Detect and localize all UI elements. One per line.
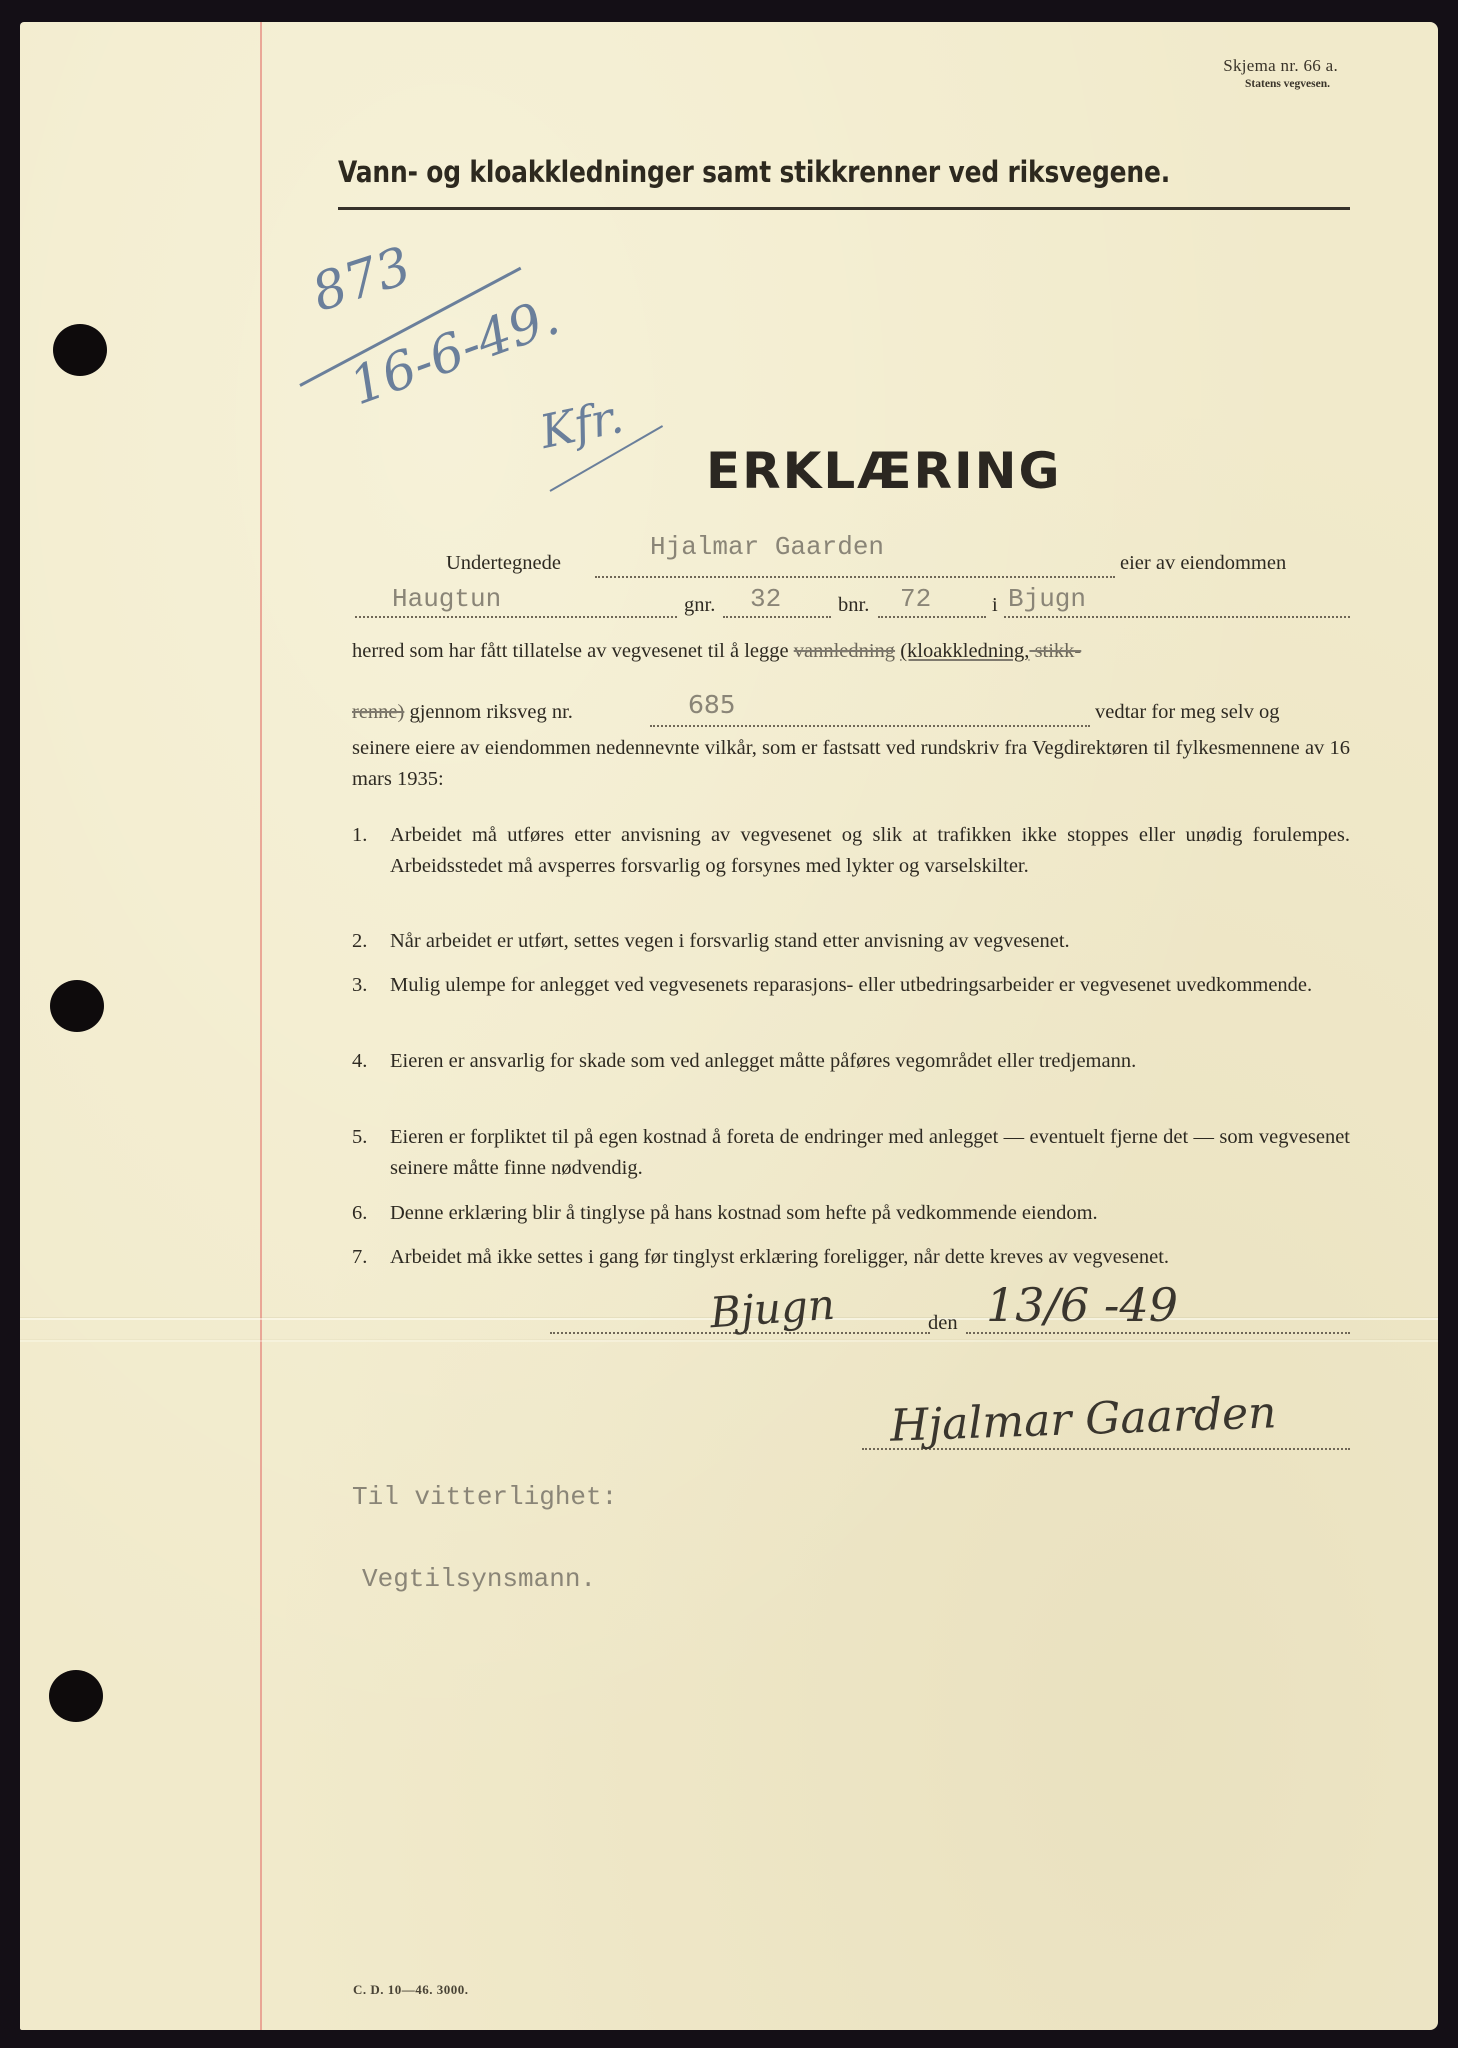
road-inspector-title: Vegtilsynsmann. [362, 1564, 597, 1594]
struck-option-culvert: stikk- [1029, 640, 1082, 662]
form-title: Vann- og kloakkledninger samt stikkrenner ved riksvegene. [338, 155, 1171, 189]
permission-text: herred som har fått tillatelse av vegvesenet til å legge [352, 640, 794, 662]
punch-hole [53, 324, 107, 376]
paper-fold-crease [20, 1340, 1438, 1342]
handwritten-registry-date: 16-6-49. [342, 286, 567, 418]
bnr-line [878, 616, 986, 618]
road-number-field: 685 [688, 690, 736, 719]
road-line [352, 701, 573, 724]
print-code: C. D. 10—46. 3000. [353, 1982, 469, 1997]
name-field-line [595, 576, 1115, 578]
punch-hole [49, 1670, 103, 1722]
condition-number: 6. [352, 1202, 368, 1224]
label-road-number: gjennom riksveg nr. [409, 701, 573, 723]
label-date: den [928, 1312, 958, 1334]
document-heading: ERKLÆRING [706, 442, 1062, 500]
selected-option-sewer-pipe: (kloakkledning, [900, 640, 1030, 662]
title-underline [338, 207, 1350, 210]
label-gnr: gnr. [684, 594, 716, 616]
struck-option-culvert-end: renne) [352, 701, 405, 723]
condition-number: 7. [352, 1246, 368, 1268]
gnr-line [723, 616, 831, 618]
condition-item [352, 1198, 1350, 1229]
condition-number: 5. [352, 1126, 368, 1148]
municipality-field: Bjugn [1008, 584, 1087, 614]
handwritten-initials: Kfr. [535, 388, 628, 460]
witness-label: Til vitterlighet: [352, 1482, 618, 1512]
condition-text: Arbeidet må utføres etter anvisning av vegvesenet og slik at trafikken ikke stoppes eller unødig forulempes. Arbeidsstedet må avsperres forsvarlig og forsynes med lykter og varselskilter. [390, 824, 1350, 877]
form-number: Skjema nr. 66 a. [1223, 56, 1338, 75]
handwritten-place: Bjugn [708, 1279, 837, 1338]
road-number-line [650, 725, 1090, 727]
property-name-line [355, 616, 677, 618]
label-bnr: bnr. [838, 594, 870, 616]
label-agrees: vedtar for meg selv og [1095, 701, 1280, 723]
red-margin-line [260, 22, 262, 2030]
struck-option-water-pipe: vannledning [793, 640, 896, 662]
condition-number: 3. [352, 974, 368, 996]
condition-text: Arbeidet må ikke settes i gang før tinglyst erklæring foreligger, når dette kreves av vegvesenet. [390, 1246, 1170, 1268]
condition-number: 4. [352, 1050, 368, 1072]
condition-item [352, 926, 1350, 957]
condition-item [352, 1046, 1350, 1077]
condition-text: Eieren er forpliktet til på egen kostnad å foreta de endringer med anlegget — eventuelt fjerne det — som vegvesenet seinere måtte finne nødvendig. [390, 1126, 1350, 1179]
bnr-field: 72 [900, 584, 932, 614]
owner-signature: Hjalmar Gaarden [889, 1387, 1278, 1452]
condition-text: Når arbeidet er utført, settes vegen i forsvarlig stand etter anvisning av vegvesenet. [390, 930, 1070, 952]
condition-text: Mulig ulempe for anlegget ved vegvesenets reparasjons- eller utbedringsarbeider er vegvesenet uvedkommende. [390, 974, 1313, 996]
date-line [966, 1332, 1350, 1334]
declaration-intro: seinere eiere av eiendommen nedennevnte vilkår, som er fastsatt ved rundskriv fra Vegdirektøren til fylkesmennene av 16 mars 1935: [352, 737, 1350, 790]
condition-text: Eieren er ansvarlig for skade som ved anlegget måtte påføres vegområdet eller tredjemann. [390, 1050, 1137, 1072]
condition-item [352, 970, 1350, 1001]
condition-item [352, 1242, 1350, 1273]
condition-number: 2. [352, 930, 368, 952]
punch-hole [50, 980, 104, 1032]
form-identifier [1223, 56, 1338, 90]
condition-number: 1. [352, 824, 368, 846]
municipality-line [1004, 616, 1350, 618]
paper-sheet [20, 22, 1438, 2030]
permission-line [352, 640, 1081, 663]
handwritten-date: 13/6 -49 [986, 1278, 1178, 1332]
owner-name-field: Hjalmar Gaarden [650, 532, 885, 562]
condition-text: Denne erklæring blir å tinglyse på hans kostnad som hefte på vedkommende eiendom. [390, 1202, 1098, 1224]
gnr-field: 32 [750, 584, 782, 614]
label-in: i [992, 594, 998, 616]
handwritten-registry-number: 873 [305, 236, 419, 324]
label-undersigned: Undertegnede [446, 552, 561, 574]
condition-item [352, 1122, 1350, 1184]
condition-item [352, 820, 1350, 882]
agency-name: Statens vegvesen. [1245, 78, 1330, 90]
label-owner-of: eier av eiendommen [1120, 552, 1287, 574]
property-name-field: Haugtun [392, 584, 502, 614]
